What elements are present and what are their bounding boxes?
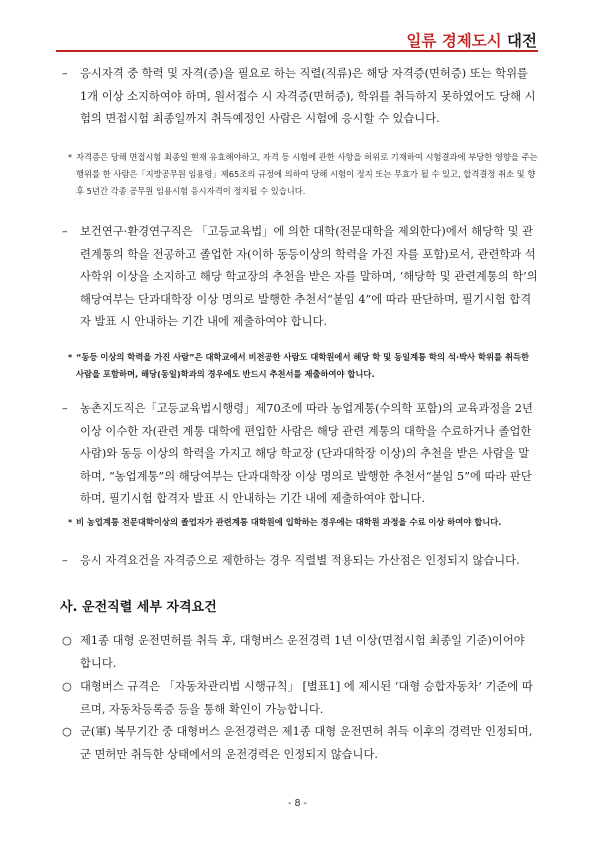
- note-text: “동등 이상의 학력을 가진 사람”은 대학교에서 비전공한 사람도 대학원에서 해당 학 및 동일계통 학의 석·박사 학위를 취득한 사람을 포함하며, 해당(동일)학과의 경우에도 반드시 추천서를 제출하여야 합니다.: [76, 352, 530, 379]
- note-non-agriculture-graduate: [68, 514, 539, 531]
- circle-marker: ○: [62, 634, 72, 647]
- requirement-item-research: [62, 221, 538, 334]
- requirement-text: 응시자격 중 학력 및 자격(증)을 필요로 하는 직렬(직류)은 해당 자격증(면허증) 또는 학위를 1개 이상 소지하여야 하며, 원서접수 시 자격증(면허증), 학위를 취득하지 못하였어도 당해 시험의 면접시험 최종일까지 취득예정인 사람은 시험에 응시할 수 있습니다.: [80, 67, 536, 125]
- note-marker: *: [68, 353, 73, 362]
- driver-text: 제1종 대형 운전면허를 취득 후, 대형버스 운전경력 1년 이상(면접시험 최종일 기준)이어야 합니다.: [80, 634, 525, 670]
- driver-text: 대형버스 규격은 「자동차관리법 시행규칙」 [별표1] 에 제시된 ‘대형 승합자동차’ 기준에 따르며, 자동차등록증 등을 통해 확인이 가능합니다.: [80, 680, 533, 716]
- note-certificate-validity: [68, 149, 539, 200]
- dash-marker: –: [62, 67, 68, 80]
- header-title-city: 대전: [507, 32, 537, 50]
- driver-item-military: [62, 721, 538, 766]
- requirement-item-license: [62, 63, 538, 131]
- page-number: - 8 -: [288, 798, 307, 809]
- circle-marker: ○: [62, 680, 72, 693]
- note-equivalent-education: [68, 349, 539, 383]
- driver-item-bus-spec: [62, 676, 538, 721]
- requirement-item-agriculture: [62, 398, 538, 511]
- dash-marker: –: [62, 554, 68, 567]
- dash-marker: –: [62, 225, 68, 238]
- header-title: [406, 29, 537, 51]
- requirement-item-bonus-points: [62, 550, 538, 573]
- header-rule: [56, 50, 538, 52]
- requirement-text: 농촌지도직은「고등교육법시행령」제70조에 따라 농업계통(수의학 포함)의 교육과정을 2년 이상 이수한 자(관련 계통 대학에 편입한 사람은 해당 관련 계통의 대학을 수료하거나 졸업한 사람)와 동등 이상의 학력을 가지고 해당 학교장 (단과대학장 이상)의 추천을 받은 사람을 말하며, “농업계통”의 해당여부는 단과대학장 이상 명의로 발행한 추천서“붙임 5”에 따라 판단하며, 필기시험 합격자 발표 시 안내하는 기간 내에 제출하여야 합니다.: [80, 402, 533, 505]
- driver-item-license: [62, 630, 538, 675]
- circle-marker: ○: [62, 725, 72, 738]
- driver-text: 군(軍) 복무기간 중 대형버스 운전경력은 제1종 대형 운전면허 취득 이후의 경력만 인정되며, 군 면허만 취득한 상태에서의 운전경력은 인정되지 않습니다.: [80, 725, 533, 761]
- dash-marker: –: [62, 402, 68, 415]
- requirement-text: 응시 자격요건을 자격증으로 제한하는 경우 직렬별 적용되는 가산점은 인정되지 않습니다.: [80, 554, 520, 567]
- header-title-main: 일류 경제도시: [406, 32, 508, 50]
- note-marker: *: [68, 518, 73, 527]
- note-text: 자격증은 당해 면접시험 최종일 현재 유효해야하고, 자격 등 시험에 관한 사항을 허위로 기재하여 시험결과에 부당한 영향을 주는 행위를 한 사람은「지방공무원 임용령」제65조의 규정에 의하여 당해 시험이 정지 또는 무효가 될 수 있고, 합격결정 취소 및 향후 5년간 각종 공무원 임용시험 응시자격이 정지될 수 있습니다.: [76, 152, 538, 196]
- section-heading-driver: 사. 운전직렬 세부 자격요건: [60, 600, 217, 615]
- requirement-text: 보건연구·환경연구직은 「고등교육법」에 의한 대학(전문대학을 제외한다)에서 해당학 및 관련계통의 학을 전공하고 졸업한 자(이하 동등이상의 학력을 가진 자를 포함)로서, 관련학과 석사학위 이상을 소지하고 해당 학교장의 추천을 받은 자를 말하며, ‘해당학 및 관련계통의 학’의 해당여부는 단과대학장 이상 명의로 발행한 추천서“붙임 4”에 따라 판단하며, 필기시험 합격자 발표 시 안내하는 기간 내에 제출하여야 합니다.: [80, 225, 538, 328]
- note-text: 비 농업계통 전문대학이상의 졸업자가 관련계통 대학원에 입학하는 경우에는 대학원 과정을 수료 이상 하여야 합니다.: [76, 517, 502, 527]
- note-marker: *: [68, 153, 72, 162]
